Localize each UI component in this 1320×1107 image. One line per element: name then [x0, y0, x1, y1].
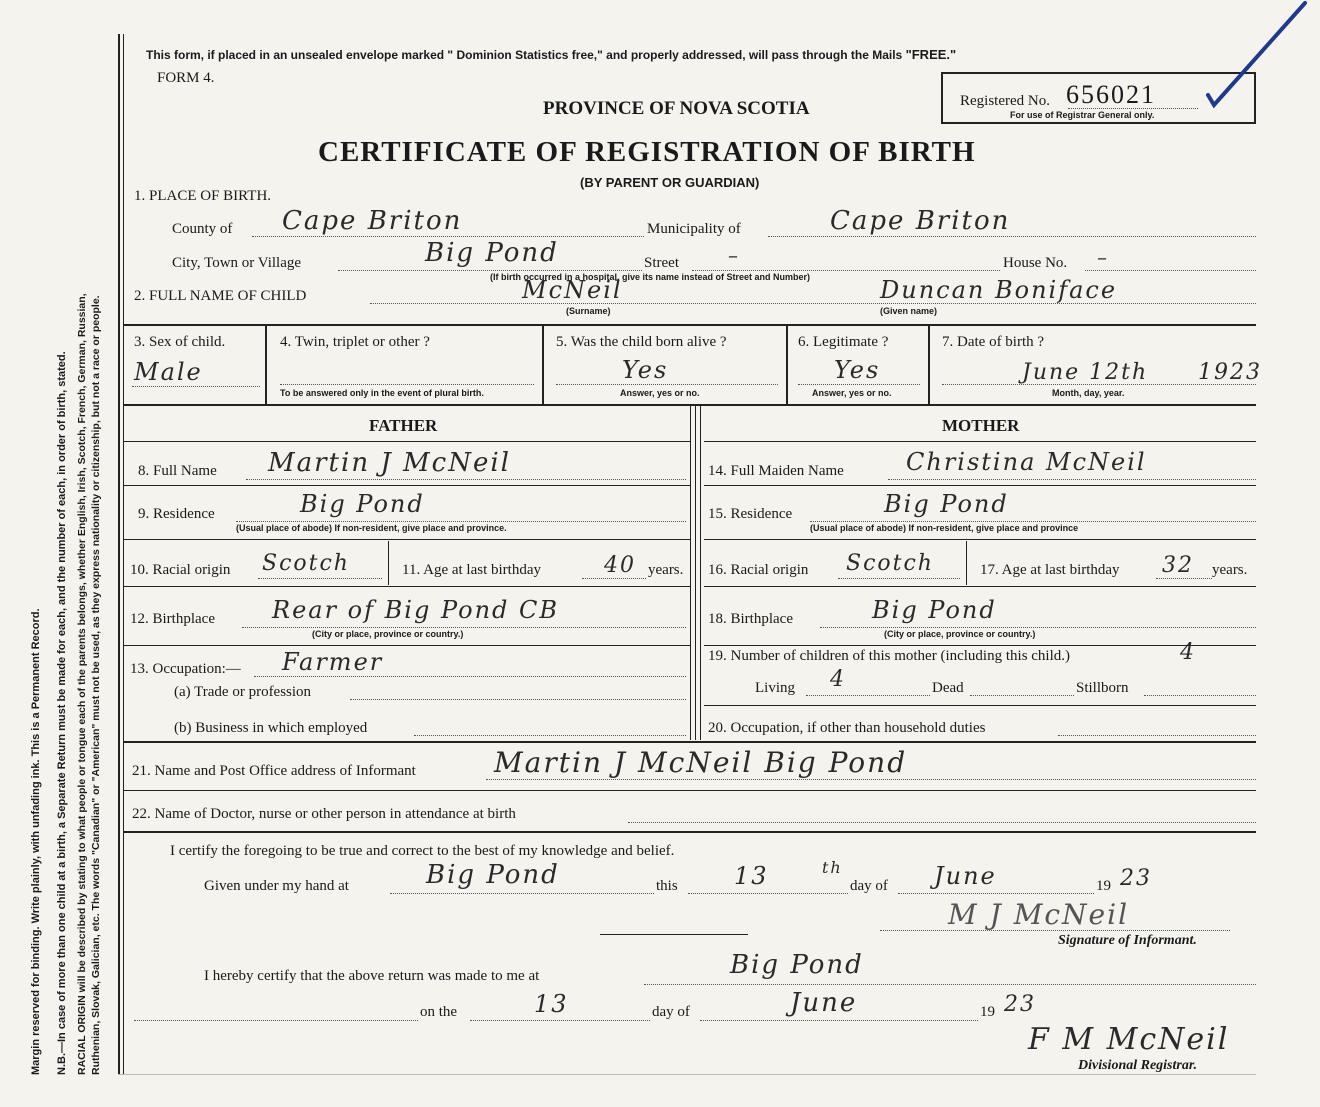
business-label: (b) Business in which employed	[174, 720, 368, 736]
father-occupation-label: 13. Occupation:—	[130, 661, 241, 677]
house-line	[1085, 270, 1256, 271]
registered-number: 656021	[1066, 80, 1156, 109]
sex-line	[132, 386, 260, 387]
father-residence-note	[236, 523, 507, 533]
dead-line	[970, 695, 1074, 696]
dead-label: Dead	[932, 680, 964, 696]
mother-residence-line	[810, 521, 1256, 522]
year-value: 23	[1120, 866, 1152, 891]
father-race-label: 10. Racial origin	[130, 562, 231, 578]
father-birthplace-value: Rear of Big Pond CB	[272, 596, 560, 624]
col-divider-5	[786, 326, 788, 404]
dob-label: 7. Date of birth ?	[942, 334, 1045, 350]
month-line	[898, 893, 1094, 894]
reg-month-line	[700, 1020, 978, 1021]
sex-label: 3. Sex of child.	[134, 334, 226, 350]
mother-head-rule	[704, 441, 1256, 442]
mother-rule-15	[704, 539, 1256, 540]
given-caption: (Given name)	[880, 306, 938, 316]
father-rule-9	[124, 539, 690, 540]
mother-rule-14	[704, 485, 1256, 486]
father-res-note1: (Usual place of abode)	[236, 523, 333, 533]
certify-statement: I certify the foregoing to be true and correct to the best of my knowledge and belief.	[170, 843, 675, 859]
day-value: 13	[734, 862, 769, 890]
given-place-line	[390, 893, 654, 894]
mother-race-label: 16. Racial origin	[708, 562, 809, 578]
given-place-value: Big Pond	[426, 860, 560, 890]
mother-age-value: 32	[1162, 553, 1194, 578]
mother-occupation-line	[1058, 735, 1256, 736]
mother-name-value: Christina McNeil	[906, 448, 1147, 476]
col-divider-3	[265, 326, 267, 404]
informant-sig-label: Signature of Informant.	[1058, 933, 1197, 948]
mother-heading: MOTHER	[942, 416, 1020, 435]
reg-day-line	[470, 1020, 650, 1021]
return-label: I hereby certify that the above return was made to me at	[204, 968, 540, 984]
mother-birthplace-label: 18. Birthplace	[708, 611, 793, 627]
mother-rule-19	[704, 705, 1256, 706]
father-head-rule	[124, 441, 690, 442]
living-label: Living	[755, 680, 795, 696]
alive-label: 5. Was the child born alive ?	[556, 334, 727, 350]
father-rule-10	[124, 586, 690, 587]
left-border-inner	[123, 34, 124, 1074]
alive-line	[556, 384, 778, 385]
street-line	[692, 270, 1000, 271]
registered-label: Registered No.	[960, 93, 1050, 109]
child-surname-value: McNeil	[522, 276, 623, 304]
day-suffix: th	[822, 858, 843, 877]
city-value: Big Pond	[425, 238, 559, 268]
living-line	[806, 695, 930, 696]
father-residence-label: 9. Residence	[138, 506, 215, 522]
father-rule-12	[124, 645, 690, 646]
stillborn-line	[1144, 695, 1256, 696]
father-age-label: 11. Age at last birthday	[402, 562, 541, 578]
mother-age-line	[1156, 578, 1212, 579]
father-age-unit: years.	[648, 562, 684, 578]
child-name-label: 2. FULL NAME OF CHILD	[134, 288, 307, 304]
province-heading: PROVINCE OF NOVA SCOTIA	[543, 98, 810, 119]
surname-caption: (Surname)	[566, 306, 611, 316]
left-border	[118, 34, 120, 1074]
col-divider-4	[542, 326, 544, 404]
living-value: 4	[830, 667, 846, 692]
signature-rule	[600, 934, 748, 935]
dob-note: Month, day, year.	[1052, 388, 1125, 398]
mother-rule-16	[704, 586, 1256, 587]
dob-value: June 12th	[1022, 360, 1149, 385]
children-count-label: 19. Number of children of this mother (including this child.)	[708, 648, 1071, 664]
divider-1	[124, 324, 1256, 326]
father-occupation-value: Farmer	[282, 648, 384, 676]
check-mark-icon	[1200, 0, 1310, 110]
father-res-note2: If non-resident, give place and province.	[334, 523, 507, 533]
day-of-label: day of	[850, 878, 888, 894]
month-value: June	[934, 862, 997, 890]
parents-divider-a	[690, 406, 691, 740]
municipality-label: Municipality of	[647, 221, 741, 237]
divider-3	[124, 741, 1256, 743]
father-race-line	[258, 578, 382, 579]
parents-divider-b	[695, 406, 696, 740]
father-birthplace-line	[242, 627, 686, 628]
certificate-title: CERTIFICATE OF REGISTRATION OF BIRTH	[318, 136, 976, 168]
mail-free: "FREE."	[905, 47, 957, 62]
business-line	[414, 735, 686, 736]
reg-month-value: June	[790, 988, 858, 1018]
informant-line	[486, 779, 1256, 780]
county-label: County of	[172, 221, 233, 237]
registrar-note: For use of Registrar General only.	[1010, 110, 1155, 120]
father-name-value: Martin J McNeil	[268, 448, 511, 478]
father-heading: FATHER	[369, 416, 438, 435]
certificate-subtitle: (BY PARENT OR GUARDIAN)	[580, 175, 760, 190]
return-place-line	[644, 984, 1256, 985]
city-line	[338, 270, 642, 271]
informant-signature-line	[880, 930, 1230, 931]
house-label: House No.	[1003, 255, 1068, 271]
father-name-line	[246, 479, 686, 480]
stillborn-label: Stillborn	[1076, 680, 1129, 696]
reg-year-prefix: 19	[980, 1004, 995, 1020]
reg-day-of-label: day of	[652, 1004, 690, 1020]
mail-notice	[146, 47, 956, 62]
form-number: FORM 4.	[157, 70, 215, 86]
mother-name-line	[888, 479, 1256, 480]
informant-value: Martin J McNeil Big Pond	[494, 746, 908, 779]
mother-race-line	[838, 578, 960, 579]
municipality-value: Cape Briton	[830, 206, 1011, 236]
child-name-line	[370, 303, 1256, 304]
legitimate-value: Yes	[834, 356, 881, 384]
trade-line	[350, 699, 686, 700]
mother-birthplace-value: Big Pond	[872, 596, 997, 624]
father-age-line	[582, 578, 646, 579]
mother-name-label: 14. Full Maiden Name	[708, 463, 844, 479]
father-age-value: 40	[604, 553, 636, 578]
alive-note: Answer, yes or no.	[620, 388, 700, 398]
given-under-label: Given under my hand at	[204, 878, 349, 894]
mother-rule-18	[704, 645, 1256, 646]
col-divider-6	[928, 326, 930, 404]
on-the-leader	[134, 1020, 418, 1021]
alive-value: Yes	[622, 356, 669, 384]
registrar-label: Divisional Registrar.	[1078, 1058, 1198, 1073]
house-value: –	[1097, 245, 1109, 269]
city-label: City, Town or Village	[172, 255, 302, 271]
father-birthplace-note: (City or place, province or country.)	[312, 629, 464, 639]
margin-note-binding: Margin reserved for binding. Write plainly, with unfading ink. This is a Permanent Record.	[30, 608, 42, 1075]
doctor-line	[628, 822, 1256, 823]
mother-race-value: Scotch	[846, 551, 934, 576]
mother-birthplace-line	[820, 627, 1256, 628]
municipality-line	[768, 236, 1256, 237]
father-birthplace-label: 12. Birthplace	[130, 611, 215, 627]
twin-label: 4. Twin, triplet or other ?	[280, 334, 430, 350]
reg-day-value: 13	[534, 990, 569, 1018]
county-line	[252, 236, 644, 237]
mail-notice-text: This form, if placed in an unsealed envelope marked " Dominion Statistics free," and properly addressed, will pass through the Mails	[146, 48, 903, 62]
informant-signature: M J McNeil	[948, 898, 1130, 931]
divider-5	[124, 831, 1256, 833]
street-label: Street	[644, 255, 679, 271]
reg-year-value: 23	[1004, 992, 1036, 1017]
twin-note: To be answered only in the event of plural birth.	[280, 388, 484, 398]
mother-residence-label: 15. Residence	[708, 506, 793, 522]
dob-year: 1923	[1198, 360, 1262, 385]
father-rule-8	[124, 485, 690, 486]
trade-label: (a) Trade or profession	[174, 684, 312, 700]
father-occupation-line	[254, 676, 686, 677]
father-residence-value: Big Pond	[300, 490, 425, 518]
legitimate-note: Answer, yes or no.	[812, 388, 892, 398]
father-race-divider	[388, 541, 389, 585]
margin-note-nb: N.B.—In case of more than one child at a birth, a Separate Return must be made for each, and the number of each, in order of birth, stated.	[56, 351, 68, 1075]
on-the-label: on the	[420, 1004, 458, 1020]
mother-occupation-label: 20. Occupation, if other than household duties	[708, 720, 986, 736]
twin-line	[280, 384, 534, 385]
year-prefix: 19	[1096, 878, 1111, 894]
legitimate-line	[798, 384, 920, 385]
parents-divider-c	[700, 406, 701, 740]
registrar-signature: F M McNeil	[1028, 1022, 1230, 1057]
margin-note-racial: RACIAL ORIGIN will be described by stating to what people or tongue each of the parents belongs, whether English, Irish, Scotch, French, German, Russian,	[76, 293, 88, 1075]
day-line	[688, 893, 848, 894]
this-label: this	[656, 878, 678, 894]
mother-race-divider	[966, 541, 967, 585]
mother-residence-value: Big Pond	[884, 490, 1009, 518]
county-value: Cape Briton	[282, 206, 463, 236]
children-count-value: 4	[1180, 640, 1196, 665]
bottom-border	[118, 1074, 1256, 1075]
divider-4	[124, 790, 1256, 791]
mother-birthplace-note: (City or place, province or country.)	[884, 629, 1036, 639]
margin-note-racial-cont: Ruthenian, Slovak, Galician, etc. The words "Canadian" or "American" must not be used, as they express nationality or citizenship, but not a race or people.	[90, 295, 102, 1075]
street-value: –	[728, 243, 740, 267]
mother-res-note1: (Usual place of abode)	[810, 523, 907, 533]
father-race-value: Scotch	[262, 551, 350, 576]
legitimate-label: 6. Legitimate ?	[798, 334, 889, 350]
mother-res-note2: If non-resident, give place and province	[908, 523, 1079, 533]
mother-residence-note	[810, 523, 1078, 533]
sex-value: Male	[134, 358, 203, 386]
child-given-value: Duncan Boniface	[880, 276, 1118, 304]
mother-age-label: 17. Age at last birthday	[980, 562, 1120, 578]
return-place-value: Big Pond	[730, 950, 864, 980]
father-residence-line	[236, 521, 686, 522]
hospital-note: (If birth occurred in a hospital, give its name instead of Street and Number)	[490, 272, 811, 282]
father-name-label: 8. Full Name	[138, 463, 217, 479]
doctor-label: 22. Name of Doctor, nurse or other person in attendance at birth	[132, 806, 516, 822]
mother-age-unit: years.	[1212, 562, 1248, 578]
place-heading: 1. PLACE OF BIRTH.	[134, 188, 272, 204]
informant-label: 21. Name and Post Office address of Informant	[132, 763, 416, 779]
